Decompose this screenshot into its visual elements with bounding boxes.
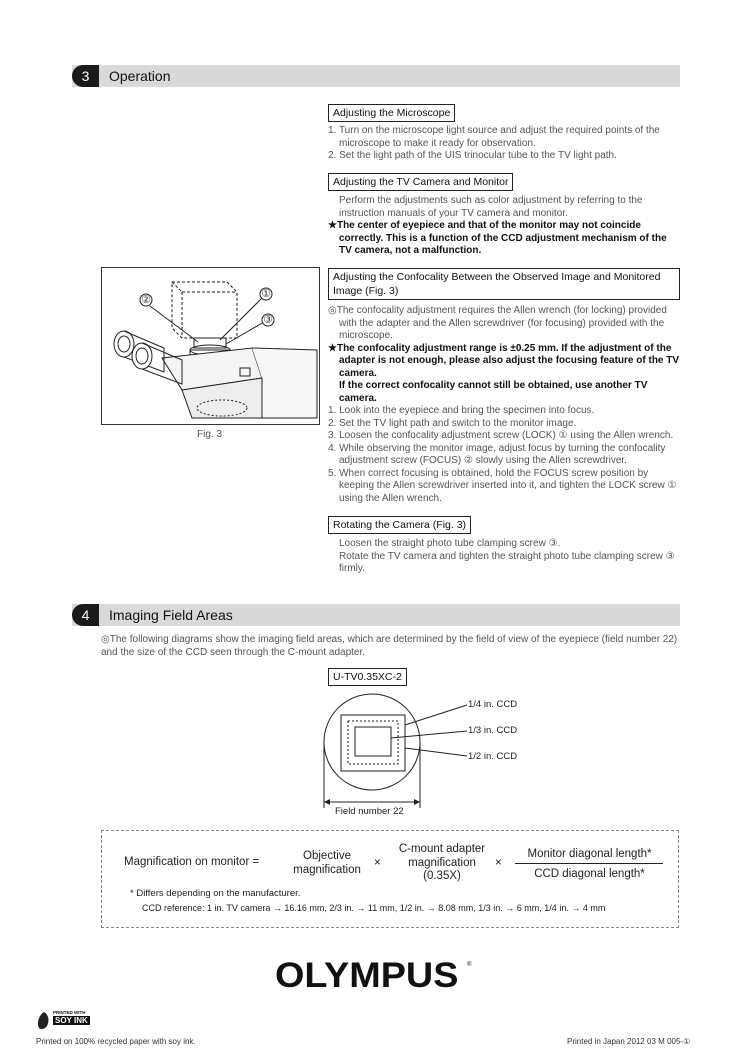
olympus-logo: OLYMPUS <box>275 956 459 995</box>
formula-lhs: Magnification on monitor = <box>124 856 260 868</box>
subheading-confocality: Adjusting the Confocality Between the Observed Image and Monitored Image (Fig. 3) <box>328 268 680 300</box>
section-title: Operation <box>109 68 171 84</box>
callout-2: ② <box>141 294 151 306</box>
recycled-paper-note: Printed on 100% recycled paper with soy ink. <box>36 1037 196 1046</box>
soy-main: SOY INK <box>55 1016 88 1025</box>
section-number: 4 <box>72 604 99 626</box>
formula-term-cmount <box>387 843 497 884</box>
formula-term-objective <box>292 850 362 877</box>
confocality-step: 4. While observing the monitor image, adjust focus by turning the confocality adjustment screw (FOCUS) ② slowly using the Allen screwdriver. <box>328 442 666 466</box>
subheading-adjusting-camera: Adjusting the TV Camera and Monitor <box>328 173 513 191</box>
confocality-text <box>328 305 680 505</box>
microscope-steps <box>328 125 680 163</box>
section-number: 3 <box>72 65 99 87</box>
times-sign: × <box>495 857 502 869</box>
camera-adjust-text <box>328 195 680 258</box>
section-4-header <box>72 604 680 626</box>
ccd-label-third: 1/3 in. CCD <box>468 725 518 736</box>
ccd-reference: CCD reference: 1 in. TV camera → 16.16 mm, 2/3 in. → 11 mm, 1/2 in. → 8.08 mm, 1/3 in. → 6 mm, 1/4 in. → 4 mm <box>142 903 606 913</box>
field-number-label: Field number 22 <box>335 806 404 817</box>
fraction-bar <box>515 863 663 864</box>
times-sign: × <box>374 857 381 869</box>
callout-3: ③ <box>263 314 273 326</box>
formula-numerator: Monitor diagonal length* <box>527 848 652 860</box>
callout-1: ① <box>261 288 271 300</box>
microscope-drawing <box>102 268 320 425</box>
rotating-text <box>339 538 680 576</box>
step-text: 1. Turn on the microscope light source and adjust the required points of the microscope to make it ready for observation. <box>328 125 660 149</box>
section-3-header <box>72 65 680 87</box>
confocality-step: 5. When correct focusing is obtained, hold the FOCUS screw position by keeping the Allen screwdriver inserted into it, and tighten the LOCK screw ① using the Allen wrench. <box>328 467 677 504</box>
confocality-step: 1. Look into the eyepiece and bring the specimen into focus. <box>328 405 595 416</box>
confocality-note: ★The confocality adjustment range is ±0.25 mm. If the adjustment of the adapter is not enough, please also adjust the focusing feature of the TV camera. <box>328 342 680 379</box>
formula-denominator: CCD diagonal length* <box>534 868 645 880</box>
figure-caption: Fig. 3 <box>197 429 223 440</box>
ccd-label-quarter: 1/4 in. CCD <box>468 699 518 710</box>
term-line: magnification <box>408 856 476 869</box>
formula-footnote: * Differs depending on the manufacturer. <box>130 888 301 899</box>
confocality-note-2: If the correct confocality cannot still be obtained, use another TV camera. <box>339 380 648 404</box>
camera-adjust-paragraph: Perform the adjustments such as color adjustment by referring to the instruction manuals of your TV camera and monitor. <box>339 195 643 219</box>
rotating-line: Rotate the TV camera and tighten the straight photo tube clamping screw ③ firmly. <box>339 550 675 574</box>
soy-ink-badge <box>36 1010 94 1032</box>
magnification-formula-box <box>101 830 679 928</box>
confocality-step: 3. Loosen the confocality adjustment screw (LOCK) ① using the Allen wrench. <box>328 430 674 441</box>
figure-3-microscope <box>101 267 320 425</box>
term-line: Objective <box>303 850 351 862</box>
soy-top: PRINTED WITH <box>53 1010 86 1015</box>
subheading-rotating-camera: Rotating the Camera (Fig. 3) <box>328 516 471 534</box>
ccd-label-half: 1/2 in. CCD <box>468 751 518 762</box>
term-line: C-mount adapter <box>398 843 486 855</box>
step-text: 2. Set the light path of the UIS trinocular tube to the TV light path. <box>328 150 617 161</box>
print-info: Printed in Japan 2012 03 M 005-① <box>567 1037 691 1046</box>
term-line: magnification <box>293 863 361 876</box>
diagram-label: U-TV0.35XC-2 <box>328 668 407 686</box>
soybean-icon <box>36 1010 52 1030</box>
subheading-adjusting-microscope: Adjusting the Microscope <box>328 104 455 122</box>
camera-adjust-note: ★The center of eyepiece and that of the monitor may not coincide correctly. This is a function of the CCD adjustment mechanism of the TV camera, not a malfunction. <box>328 220 667 256</box>
confocality-intro: ◎The confocality adjustment requires the Allen wrench (for locking) provided with the adapter and the Allen screwdriver (for focusing) provided with the microscope. <box>328 305 667 341</box>
registered-mark: ® <box>467 962 472 968</box>
imaging-intro: ◎The following diagrams show the imaging field areas, which are determined by the field of view of the eyepiece (field number 22) and the size of the CCD seen through the C-mount adapter. <box>101 634 678 658</box>
confocality-step: 2. Set the TV light path and switch to the monitor image. <box>328 417 577 429</box>
term-line: (0.35X) <box>423 870 461 882</box>
rotating-line: Loosen the straight photo tube clamping screw ③. <box>339 538 561 549</box>
section-title: Imaging Field Areas <box>109 607 233 623</box>
